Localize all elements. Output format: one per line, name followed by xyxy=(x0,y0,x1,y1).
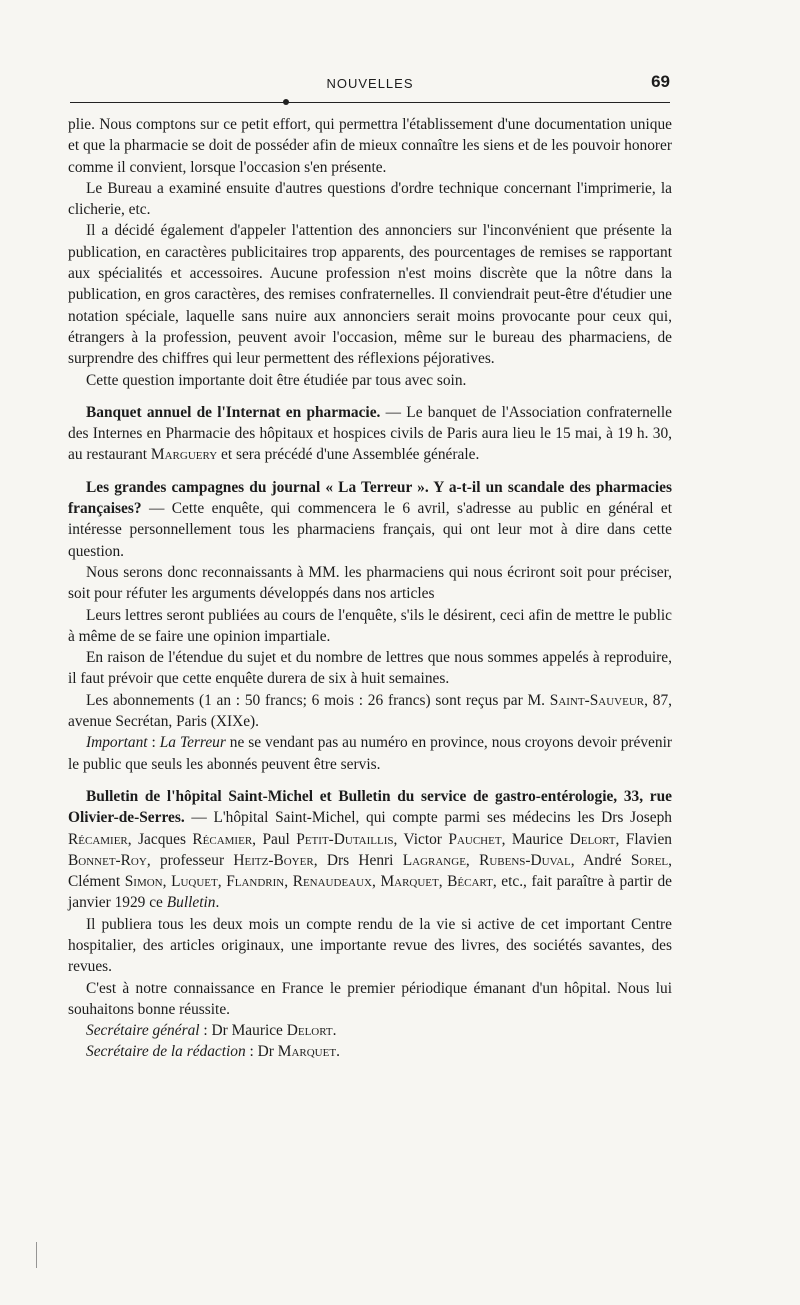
header-rule xyxy=(70,102,670,103)
text-span: , xyxy=(465,851,480,869)
person-name: Pauchet xyxy=(448,830,502,848)
paragraph xyxy=(68,690,672,733)
text-span: , professeur xyxy=(146,851,234,869)
person-name: Heitz-Boyer xyxy=(233,851,314,869)
article-text: et sera précédé d'une Assemblée générale. xyxy=(217,446,480,464)
article-title: Bulletin de l'hôpital Saint-Michel et Bulletin du service de gastro-entérologie, 33, rue Olivier-de-Serres. xyxy=(68,787,672,827)
paragraph: Nous serons donc reconnaissants à MM. les pharmaciens qui nous écriront soit pour préciser, soit pour réfuter les arguments développés dans nos articles xyxy=(68,563,672,603)
person-name: Marquet xyxy=(277,1043,337,1061)
bulletin-word: Bulletin xyxy=(166,894,216,912)
article-text: — Cette enquête, qui commencera le 6 avril, s'adresse au public en général et intéresse personnellement tous les pharmaciens français, qui ont leur mot à dire dans cette question. xyxy=(68,500,672,560)
journal-name: « La Terreur » xyxy=(325,478,425,496)
text-span: : Dr Maurice xyxy=(199,1022,287,1040)
paragraph: C'est à notre connaissance en France le premier périodique émanant d'un hôpital. Nous lui souhaitons bonne réussite. xyxy=(68,979,672,1018)
article-title: Les grandes campagnes du journal xyxy=(86,478,321,496)
text-span: : Dr xyxy=(245,1043,278,1061)
margin-mark xyxy=(36,1242,37,1268)
text-span: . xyxy=(215,894,220,912)
person-name: Marquet xyxy=(380,873,439,891)
credit-label: Secrétaire général xyxy=(86,1022,200,1040)
text-span: : xyxy=(147,734,160,752)
person-name: Renaudeaux xyxy=(292,873,372,891)
person-name: Luquet xyxy=(171,873,218,891)
article-terreur xyxy=(68,477,672,562)
person-name: Bonnet-Roy xyxy=(68,851,147,869)
text-span: , 87, avenue Secrétan, Paris (XIXe). xyxy=(68,691,672,731)
text-span: , André xyxy=(570,851,631,869)
paragraph: Il a décidé également d'appeler l'attention des annonciers sur l'inconvénient que présente la publication, en caractères publicitaires trop apparents, des pourcentages de remises se rapportant aux spécialités et accessoires. Aucune profession n'est moins discrète que la nôtre dans la publication, en gros caractères, des remises confraternelles. Il conviendrait peut-être d'étudier une notation spéciale, laquelle sans nuire aux annonciers serait moins provocante pour ceux qui, étrangers à la profession, peuvent avoir l'occasion, même sur le bureau des pharmaciens, de surprendre des chiffres qui leur permettent des réflexions péjoratives. xyxy=(68,222,672,368)
person-name: Simon xyxy=(124,873,163,891)
page-number: 69 xyxy=(651,72,670,91)
person-name: Récamier xyxy=(68,830,128,848)
important-label: Important xyxy=(86,734,148,752)
article-bulletin xyxy=(68,786,672,914)
article-banquet xyxy=(68,402,672,466)
credit-line xyxy=(68,1041,672,1062)
text-span: , Clément xyxy=(68,851,672,891)
credit-label: Secrétaire de la rédaction xyxy=(86,1043,246,1061)
text-span: , Paul xyxy=(252,830,297,848)
article-title-continued: . Y a-t-il un scandale des pharmacies françaises? xyxy=(68,478,672,518)
text-span: , xyxy=(284,873,293,891)
article-title: Banquet annuel de l'Internat en pharmacie. xyxy=(86,403,381,421)
text-span: — L'hôpital Saint-Michel, qui compte parmi ses médecins les Drs Joseph xyxy=(184,809,672,827)
running-title: NOUVELLES xyxy=(326,76,414,91)
person-name: Delort xyxy=(569,830,616,848)
text-span: , xyxy=(372,873,381,891)
text-span: . xyxy=(336,1043,340,1061)
text-span: , Drs Henri xyxy=(313,851,403,869)
person-name: Sorel xyxy=(630,851,669,869)
header-rule-ornament xyxy=(283,99,289,105)
paragraph: Leurs lettres seront publiées au cours de l'enquête, s'ils le désirent, ceci afin de mettre le public à même de se faire une opinion impartiale. xyxy=(68,606,672,645)
person-name: Récamier xyxy=(192,830,253,848)
text-span: , xyxy=(217,873,227,891)
paragraph: plie. Nous comptons sur ce petit effort, qui permettra l'établissement d'une documentation unique et que la pharmacie se doit de posséder afin de mieux connaître les siens et de les pouvoir honorer comme il convient, lorsque l'occasion s'en présente. xyxy=(68,116,672,176)
paragraph: En raison de l'étendue du sujet et du nombre de lettres que nous sommes appelés à reproduire, il faut prévoir que cette enquête durera de six à huit semaines. xyxy=(68,649,672,688)
text-span: Les abonnements (1 an : 50 francs; 6 mois : 26 francs) sont reçus par M. xyxy=(86,691,550,709)
text-span: , etc., fait paraître à partir de janvier 1929 ce xyxy=(68,873,672,912)
person-name: Petit-Dutaillis xyxy=(296,830,394,848)
page-header xyxy=(70,70,670,100)
text-span: , Victor xyxy=(393,830,449,848)
paragraph: Il publiera tous les deux mois un compte rendu de la vie si active de cet important Centre hospitalier, des articles originaux, une importante revue des livres, des sociétés savantes, des revues. xyxy=(68,915,672,976)
page-body xyxy=(68,114,672,1063)
person-name: Flandrin xyxy=(226,873,285,891)
text-span: , Maurice xyxy=(501,830,570,848)
text-span: , Jacques xyxy=(127,830,193,848)
paragraph: Cette question importante doit être étudiée par tous avec soin. xyxy=(86,371,467,389)
paragraph xyxy=(68,732,672,775)
paragraph: Le Bureau a examiné ensuite d'autres questions d'ordre technique concernant l'imprimerie, la clicherie, etc. xyxy=(68,179,672,219)
article-text: — Le banquet de l'Association confraternelle des Internes en Pharmacie des hôpitaux et hospices civils de Paris aura lieu le 15 mai, à 19 h. 30, au restaurant xyxy=(68,403,672,464)
text-span: , xyxy=(162,873,172,891)
text-span: . xyxy=(332,1022,337,1040)
person-name: Lagrange xyxy=(402,851,466,869)
journal-name: La Terreur xyxy=(159,734,226,752)
person-name: Bécart xyxy=(447,873,493,891)
person-name: Rubens-Duval xyxy=(479,851,571,869)
credit-line xyxy=(68,1020,672,1041)
restaurant-name: Marguery xyxy=(150,446,218,464)
text-span: , Flavien xyxy=(615,830,672,848)
text-span: , xyxy=(438,873,448,891)
person-name: Delort xyxy=(286,1022,333,1040)
text-span: ne se vendant pas au numéro en province, nous croyons devoir prévenir le public que seuls les abonnés peuvent être servis. xyxy=(68,734,672,773)
person-name: Saint-Sauveur xyxy=(549,691,645,709)
